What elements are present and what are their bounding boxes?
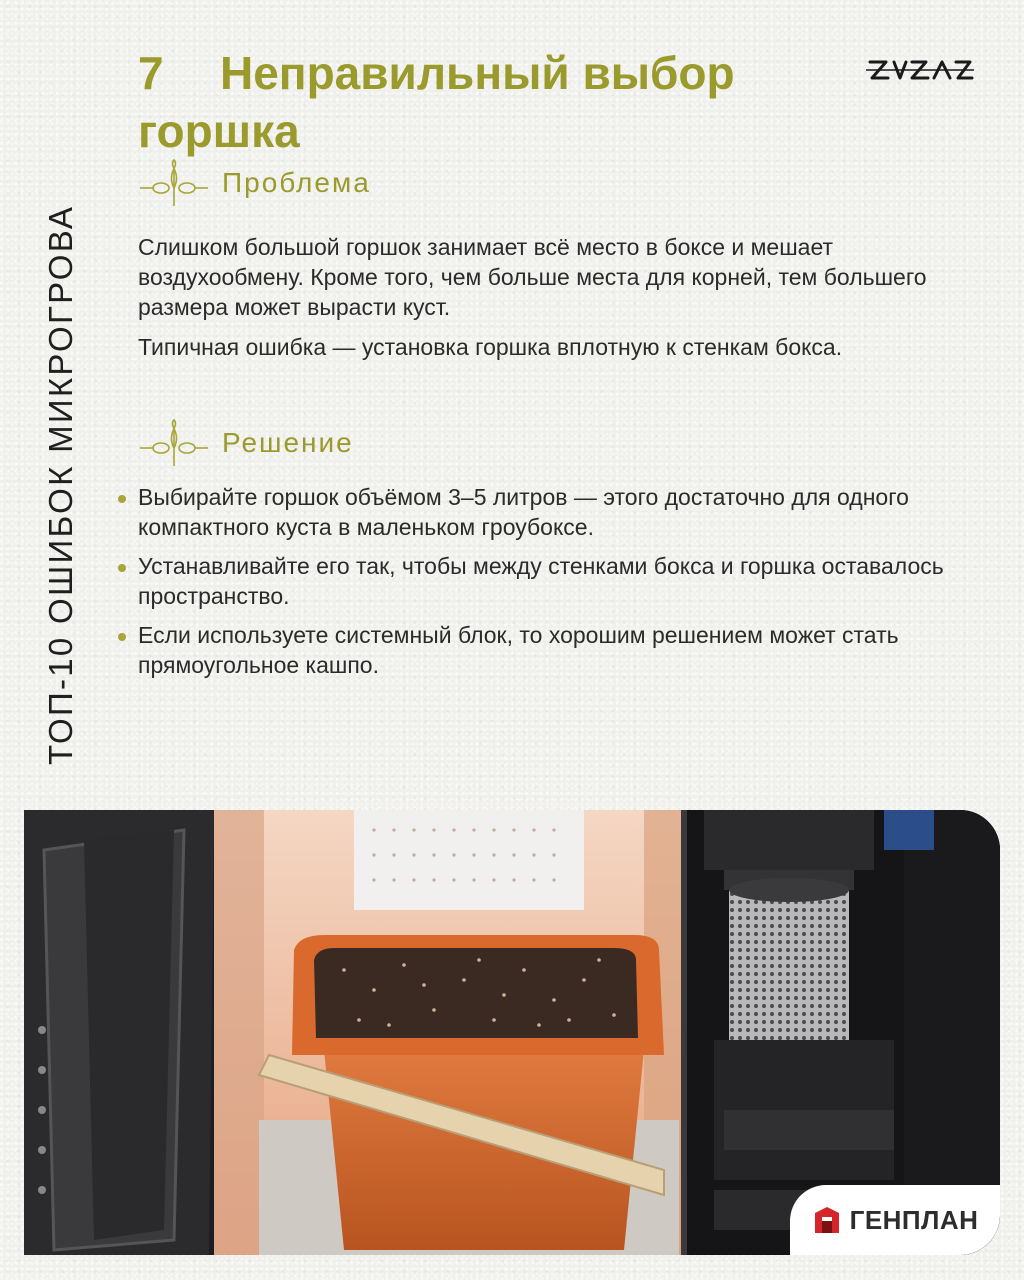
problem-label: Проблема — [222, 167, 371, 198]
problem-paragraph: Слишком большой горшок занимает всё место в боксе и мешает воздухообмену. Кроме того, чем больше места для корней, тем большего размера может вырасти куст. — [138, 234, 927, 320]
list-item: Выбирайте горшок объёмом 3–5 литров — этого достаточно для одного компактного куста в маленьком гроубоксе. — [116, 482, 966, 542]
list-item: Устанавливайте его так, чтобы между стенками бокса и горшка оставалось пространство. — [116, 551, 966, 611]
list-item: Если используете системный блок, то хорошим решением может стать прямоугольное кашпо. — [116, 620, 966, 680]
problem-text — [138, 232, 958, 372]
problem-paragraph: Типичная ошибка — установка горшка вплотную к стенкам бокса. — [138, 334, 843, 360]
section-number: 7 — [138, 47, 164, 99]
solution-list — [116, 482, 966, 689]
problem-heading — [136, 158, 371, 208]
side-title: ТОП-10 ОШИБОК МИКРОГРОВА — [42, 204, 79, 765]
sprout-icon — [136, 418, 212, 468]
solution-heading — [136, 418, 354, 468]
header-logo — [866, 56, 976, 82]
sprout-icon — [136, 158, 212, 208]
solution-label: Решение — [222, 427, 354, 458]
brand-name: ГЕНПЛАН — [849, 1204, 979, 1235]
page-title — [138, 44, 838, 160]
brand-badge — [790, 1185, 1000, 1255]
title-text: Неправильный выбор горшка — [138, 47, 735, 157]
growbox-photo — [24, 810, 1000, 1255]
brand-logo-icon — [812, 1205, 842, 1235]
